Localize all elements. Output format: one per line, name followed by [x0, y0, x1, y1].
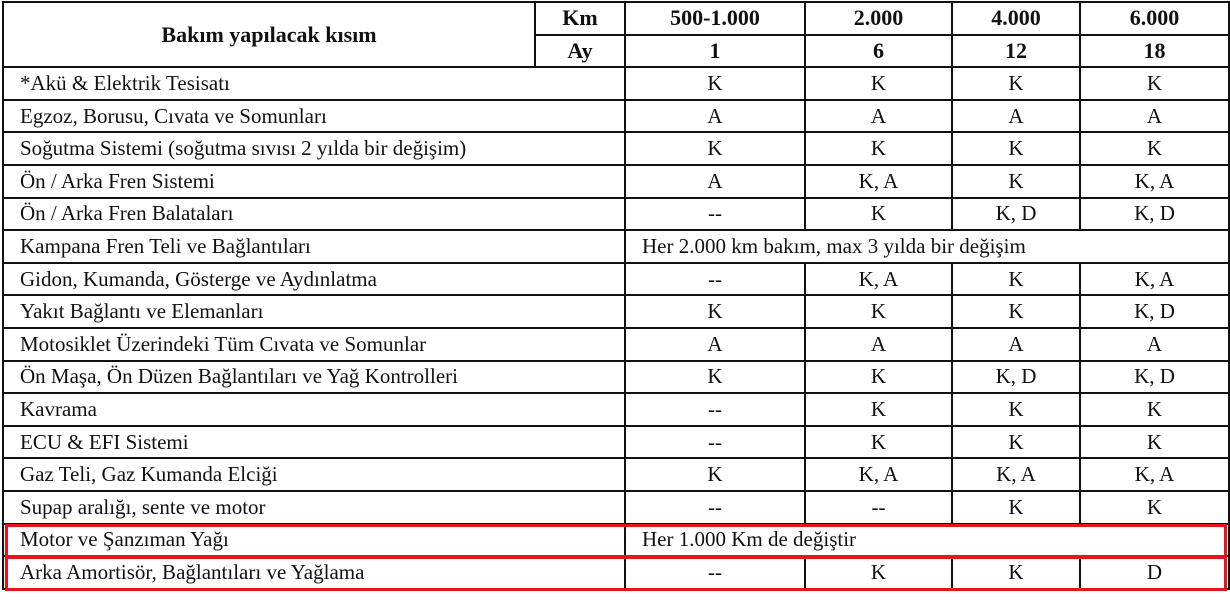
table-row: [3, 458, 1229, 491]
interval-value-cell: K: [805, 132, 952, 165]
interval-value-cell: K: [1080, 393, 1229, 426]
interval-value-cell: --: [625, 426, 805, 459]
table-row: [3, 230, 1229, 263]
part-column-header: Bakım yapılacak kısım: [3, 2, 535, 67]
part-name-cell: Kampana Fren Teli ve Bağlantıları: [3, 230, 625, 263]
interval-value-cell: K: [952, 556, 1080, 589]
part-name-cell: Gaz Teli, Gaz Kumanda Elciği: [3, 458, 625, 491]
interval-value-cell: K, A: [805, 458, 952, 491]
interval-value-cell: K: [625, 295, 805, 328]
interval-value-cell: K, A: [1080, 458, 1229, 491]
part-name-cell: Kavrama: [3, 393, 625, 426]
header-row-km: [3, 2, 1229, 35]
table-row: [3, 524, 1229, 557]
km-value: 4.000: [952, 2, 1080, 35]
part-name-cell: Ön / Arka Fren Sistemi: [3, 165, 625, 198]
km-label: Km: [535, 2, 625, 35]
part-name-cell: Soğutma Sistemi (soğutma sıvısı 2 yılda bir değişim): [3, 132, 625, 165]
table-row: [3, 100, 1229, 133]
interval-value-cell: K: [805, 556, 952, 589]
part-name-cell: ECU & EFI Sistemi: [3, 426, 625, 459]
maintenance-table: [2, 1, 1230, 590]
ay-value: 18: [1080, 35, 1229, 68]
interval-value-cell: A: [952, 328, 1080, 361]
interval-value-cell: A: [1080, 328, 1229, 361]
interval-value-cell: A: [805, 100, 952, 133]
interval-value-cell: K: [952, 165, 1080, 198]
interval-value-cell: K, D: [952, 198, 1080, 231]
interval-value-cell: K: [1080, 491, 1229, 524]
interval-value-cell: K: [1080, 67, 1229, 100]
table-row: [3, 295, 1229, 328]
table-row: [3, 198, 1229, 231]
km-value: 2.000: [805, 2, 952, 35]
part-name-cell: Gidon, Kumanda, Gösterge ve Aydınlatma: [3, 263, 625, 296]
table-row: [3, 361, 1229, 394]
part-name-cell: Arka Amortisör, Bağlantıları ve Yağlama: [3, 556, 625, 589]
interval-value-cell: K: [625, 458, 805, 491]
interval-value-cell: K: [625, 67, 805, 100]
table-row: [3, 132, 1229, 165]
interval-value-cell: K: [1080, 132, 1229, 165]
interval-value-cell: K: [952, 426, 1080, 459]
interval-value-cell: K: [805, 393, 952, 426]
table-row: [3, 393, 1229, 426]
table-row: [3, 263, 1229, 296]
table-row: [3, 165, 1229, 198]
interval-value-cell: K: [625, 132, 805, 165]
interval-value-cell: K: [625, 361, 805, 394]
interval-value-cell: --: [805, 491, 952, 524]
table-body: [3, 67, 1229, 589]
ay-value: 12: [952, 35, 1080, 68]
interval-value-cell: K, A: [952, 458, 1080, 491]
part-name-cell: *Akü & Elektrik Tesisatı: [3, 67, 625, 100]
part-name-cell: Motosiklet Üzerindeki Tüm Cıvata ve Somunlar: [3, 328, 625, 361]
interval-value-cell: A: [625, 328, 805, 361]
interval-value-cell: K: [952, 491, 1080, 524]
interval-value-cell: A: [625, 100, 805, 133]
interval-value-cell: --: [625, 556, 805, 589]
interval-value-cell: K, D: [1080, 295, 1229, 328]
ay-value: 6: [805, 35, 952, 68]
interval-value-cell: K: [1080, 426, 1229, 459]
part-name-cell: Yakıt Bağlantı ve Elemanları: [3, 295, 625, 328]
interval-value-cell: --: [625, 393, 805, 426]
ay-label: Ay: [535, 35, 625, 68]
interval-note-cell: Her 2.000 km bakım, max 3 yılda bir değişim: [625, 230, 1229, 263]
table-row: [3, 328, 1229, 361]
interval-value-cell: A: [1080, 100, 1229, 133]
interval-value-cell: K: [805, 361, 952, 394]
part-name-cell: Motor ve Şanzıman Yağı: [3, 524, 625, 557]
part-name-cell: Ön Maşa, Ön Düzen Bağlantıları ve Yağ Kontrolleri: [3, 361, 625, 394]
interval-note-cell: Her 1.000 Km de değiştir: [625, 524, 1229, 557]
interval-value-cell: K, A: [805, 165, 952, 198]
interval-value-cell: K: [805, 67, 952, 100]
interval-value-cell: K: [805, 198, 952, 231]
part-name-cell: Supap aralığı, sente ve motor: [3, 491, 625, 524]
table-row: [3, 556, 1229, 589]
interval-value-cell: K: [952, 263, 1080, 296]
interval-value-cell: --: [625, 263, 805, 296]
interval-value-cell: D: [1080, 556, 1229, 589]
table-row: [3, 426, 1229, 459]
interval-value-cell: K: [952, 67, 1080, 100]
part-name-cell: Ön / Arka Fren Balataları: [3, 198, 625, 231]
interval-value-cell: K: [952, 132, 1080, 165]
interval-value-cell: K, A: [1080, 165, 1229, 198]
interval-value-cell: K, D: [952, 361, 1080, 394]
interval-value-cell: K: [805, 295, 952, 328]
interval-value-cell: --: [625, 198, 805, 231]
ay-value: 1: [625, 35, 805, 68]
interval-value-cell: K, D: [1080, 361, 1229, 394]
part-name-cell: Egzoz, Borusu, Cıvata ve Somunları: [3, 100, 625, 133]
interval-value-cell: A: [805, 328, 952, 361]
interval-value-cell: --: [625, 491, 805, 524]
km-value: 6.000: [1080, 2, 1229, 35]
interval-value-cell: K, A: [805, 263, 952, 296]
km-value: 500-1.000: [625, 2, 805, 35]
interval-value-cell: K, A: [1080, 263, 1229, 296]
interval-value-cell: A: [952, 100, 1080, 133]
interval-value-cell: A: [625, 165, 805, 198]
table-row: [3, 67, 1229, 100]
table-row: [3, 491, 1229, 524]
interval-value-cell: K: [805, 426, 952, 459]
interval-value-cell: K: [952, 393, 1080, 426]
interval-value-cell: K: [952, 295, 1080, 328]
interval-value-cell: K, D: [1080, 198, 1229, 231]
